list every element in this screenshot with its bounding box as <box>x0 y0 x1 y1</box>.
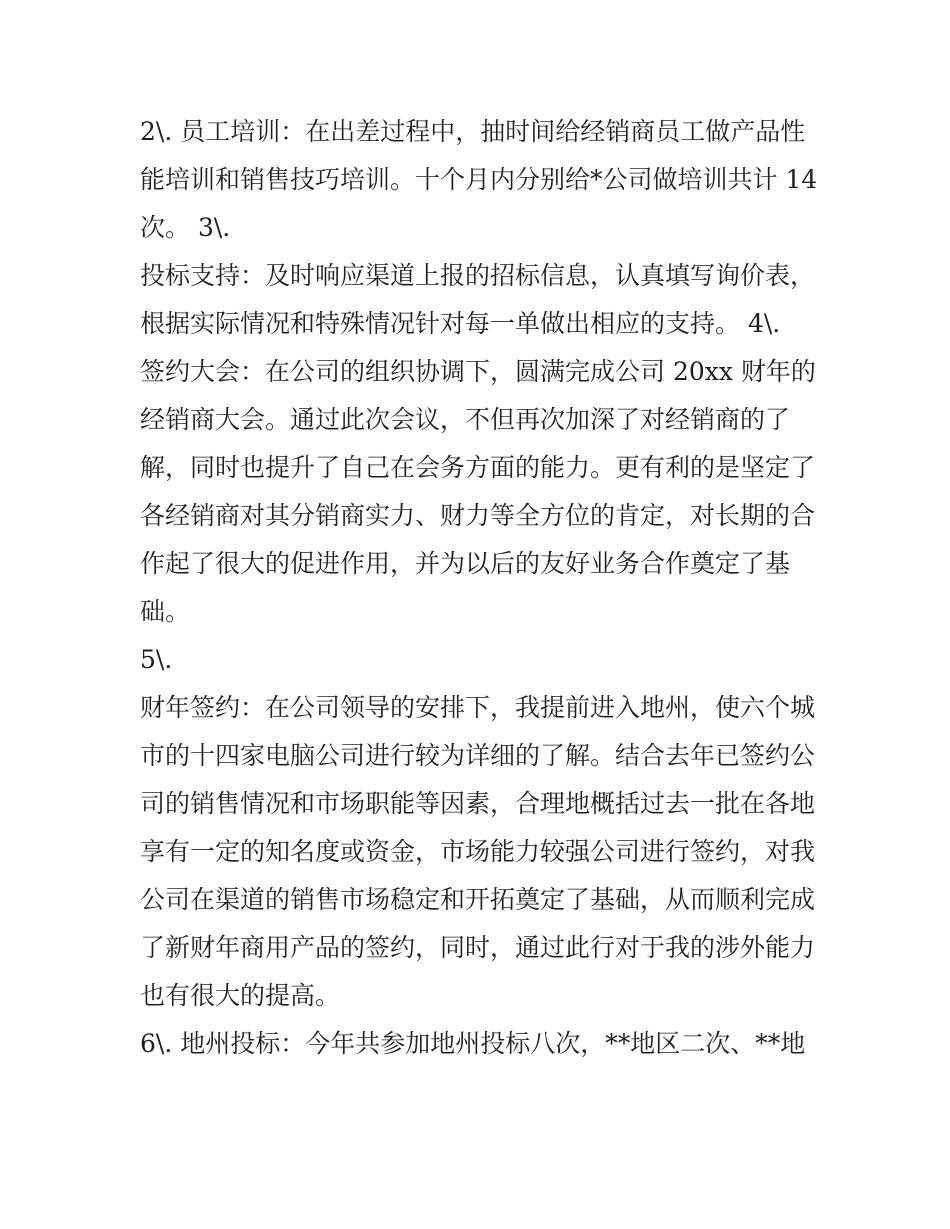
text-line-7: 经销商大会。通过此次会议，不但再次加深了对经销商的了 <box>140 405 791 434</box>
text-line-18: 了新财年商用产品的签约，同时，通过此行对于我的涉外能力 <box>140 933 816 962</box>
text-line-10: 作起了很大的促进作用，并为以后的友好业务合作奠定了基 <box>140 549 791 578</box>
text-line-15: 司的销售情况和市场职能等因素，合理地概括过去一批在各地 <box>140 789 816 818</box>
document-body <box>140 108 820 1068</box>
text-line-2: 能培训和销售技巧培训。十个月内分别给*公司做培训共计 14 <box>140 165 818 194</box>
text-line-3: 次。 3\. <box>140 213 231 242</box>
text-line-16: 享有一定的知名度或资金，市场能力较强公司进行签约，对我 <box>140 837 816 866</box>
text-line-4: 投标支持：及时响应渠道上报的招标信息，认真填写询价表， <box>140 261 816 290</box>
text-line-19: 也有很大的提高。 <box>140 981 341 1010</box>
text-line-20: 6\. 地州投标：今年共参加地州投标八次，**地区二次、**地 <box>140 1029 806 1058</box>
text-line-9: 各经销商对其分销商实力、财力等全方位的肯定，对长期的合 <box>140 501 816 530</box>
text-line-5: 根据实际情况和特殊情况针对每一单做出相应的支持。 4\. <box>140 309 781 338</box>
text-line-14: 市的十四家电脑公司进行较为详细的了解。结合去年已签约公 <box>140 741 816 770</box>
text-line-6: 签约大会：在公司的组织协调下，圆满完成公司 20xx 财年的 <box>140 357 816 386</box>
text-line-8: 解，同时也提升了自己在会务方面的能力。更有利的是坚定了 <box>140 453 816 482</box>
text-line-1: 2\. 员工培训：在出差过程中，抽时间给经销商员工做产品性 <box>140 117 806 146</box>
text-line-17: 公司在渠道的销售市场稳定和开拓奠定了基础，从而顺利完成 <box>140 885 816 914</box>
text-line-13: 财年签约：在公司领导的安排下，我提前进入地州，使六个城 <box>140 693 816 722</box>
text-line-11: 础。 <box>140 597 191 626</box>
text-line-12: 5\. <box>140 645 173 674</box>
